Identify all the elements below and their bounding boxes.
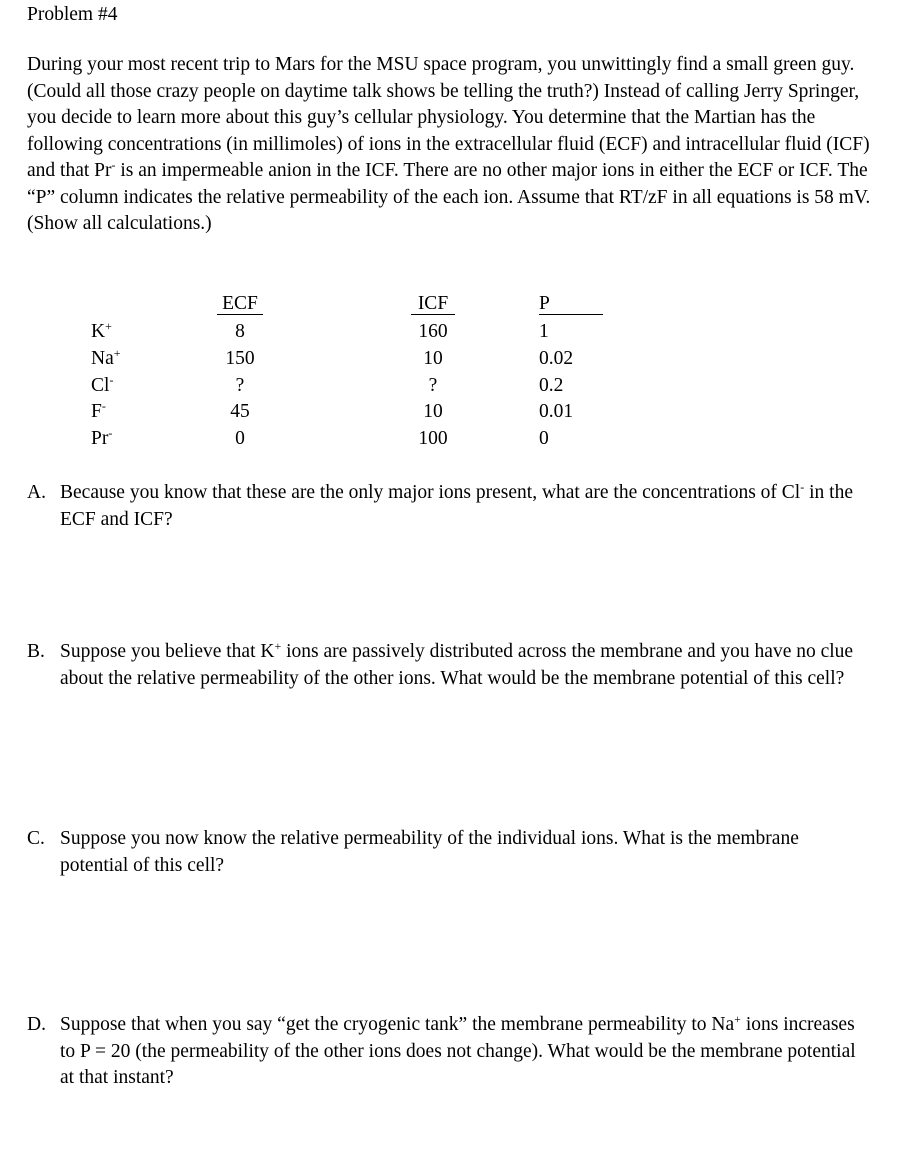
header-ecf-underline [217,314,263,315]
ion-ecf-value: ? [235,375,245,396]
header-ecf: ECF [222,293,258,314]
ion-ecf-value: 0 [235,428,245,449]
ion-p-value: 0.02 [539,348,574,369]
question-letter: C. [27,828,45,849]
header-p: P [539,293,550,314]
ion-name: K+ [91,319,112,342]
question-text: Suppose you now know the relative permeability of the individual ions. What is the membrane potential of this cell? [60,828,799,876]
ion-p-value: 0.01 [539,401,574,422]
ion-p-value: 1 [539,321,549,342]
header-icf-underline [411,314,455,315]
ion-table [0,0,901,460]
ion-ecf-value: 8 [235,321,245,342]
question-text: Suppose that when you say “get the cryogenic tank” the membrane permeability to Na+ ions increases to P = 20 (the permeability of the other ions does not change). What would be the membrane potential at that instant? [60,1012,856,1088]
ion-icf-value: ? [428,375,438,396]
ion-p-value: 0 [539,428,549,449]
ion-icf-value: 160 [418,321,448,342]
question-text: Because you know that these are the only major ions present, what are the concentrations of Cl- in the ECF and ICF? [60,480,853,530]
question-letter: A. [27,482,46,503]
ion-ecf-value: 45 [230,401,250,422]
ion-name: Cl- [91,373,114,396]
problem-title: Problem #4 [27,4,118,25]
ion-icf-value: 100 [418,428,448,449]
ion-icf-value: 10 [423,401,443,422]
ion-name: Na+ [91,346,121,369]
header-p-underline [539,314,603,315]
ion-name: Pr- [91,426,113,449]
ion-p-value: 0.2 [539,375,564,396]
header-icf: ICF [417,293,449,314]
ion-ecf-value: 150 [225,348,255,369]
question-letter: D. [27,1014,46,1035]
intro-part-1: During your most recent trip to Mars for the MSU space program, you unwittingly find a small green guy. (Could all those crazy people on daytime talk shows be telling the truth?) Instead of calling Jerry Springer, you decide to learn more about this guy’s cellular physiology. You determine that the Martian has the following concentrations (in millimoles) of ions in the extracellular fluid (ECF) and intracellular fluid (ICF) and that Pr- is an impermeable anion in the ICF. There are no other major ions in either the ECF or ICF. The “P” column indicates the relative permeability of the each ion. Assume that RT/zF in all equations is 58 mV. (Show all calculations.) [27,54,871,234]
ion-icf-value: 10 [423,348,443,369]
question-text: Suppose you believe that K+ ions are passively distributed across the membrane and you have no clue about the relative permeability of the other ions. What would be the membrane potential of this cell? [60,639,854,689]
ion-name: F- [91,399,106,422]
question-letter: B. [27,641,45,662]
